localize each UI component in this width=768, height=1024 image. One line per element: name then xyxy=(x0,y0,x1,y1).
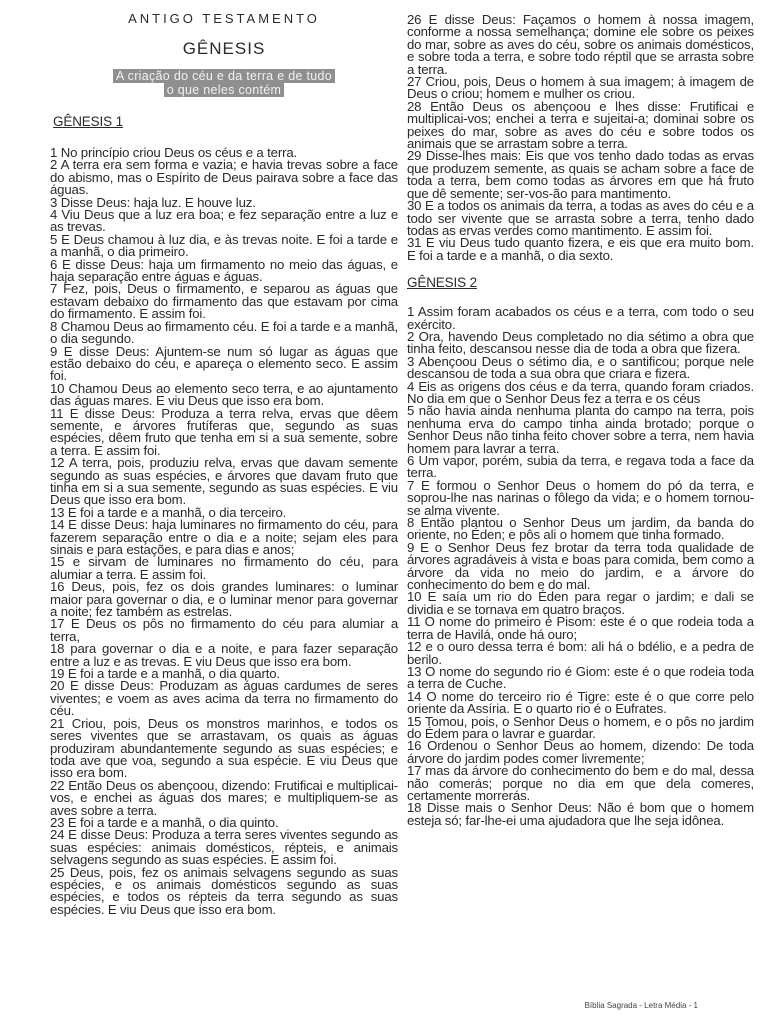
verse: 1 Assim foram acabados os céus e a terra, com todo o seu exército. xyxy=(407,304,754,332)
page-footer: Bíblia Sagrada - Letra Média - 1 xyxy=(584,1001,698,1010)
verse: 31 E viu Deus tudo quanto fizera, e eis que era muito bom. E foi a tarde e a manhã, o dia sexto. xyxy=(407,235,754,263)
subtitle-line-1: A criação do céu e da terra e de tudo xyxy=(113,69,335,83)
verse: 1 No princípio criou Deus os céus e a terra. xyxy=(50,145,298,160)
verse: 25 Deus, pois, fez os animais selvagens segundo as suas espécies, e os animais domésticos segundo as suas espécies, e todos os répteis da terra segundo as suas espécies. E viu Deus que isso era bom. xyxy=(50,864,398,917)
subtitle-line-2: o que neles contém xyxy=(164,83,285,97)
verse: 11 O nome do primeiro é Pisom: este é o que rodeia toda a terra de Havilá, onde há ouro; xyxy=(407,614,754,642)
verse: 16 Deus, pois, fez os dois grandes luminares: o luminar maior para governar o dia, e o luminar menor para governar a noite; fez também as estrelas. xyxy=(50,579,398,620)
verse: 27 Criou, pois, Deus o homem à sua imagem; à imagem de Deus o criou; homem e mulher os criou. xyxy=(407,74,754,102)
chapter-2-verses xyxy=(407,306,754,827)
verse: 26 E disse Deus: Façamos o homem à nossa imagem, conforme a nossa semelhança; domine ele sobre os peixes do mar, sobre as aves do céu, sobre os animais domésticos, e sobre toda a terra, e sobre todo réptil que se arrasta sobre a terra. xyxy=(407,12,754,77)
document-header xyxy=(50,12,398,97)
verse: 17 mas da árvore do conhecimento do bem e do mal, dessa não comerás; porque no dia em que dela comeres, certamente morrerás. xyxy=(407,763,754,803)
verse: 7 Fez, pois, Deus o firmamento, e separou as águas que estavam debaixo do firmamento das que estavam por cima do firmamento. E assim foi. xyxy=(50,281,398,322)
book-title: GÊNESIS xyxy=(182,39,266,58)
verse: 4 Viu Deus que a luz era boa; e fez separação entre a luz e as trevas. xyxy=(50,207,398,235)
verse: 8 Chamou Deus ao firmamento céu. E foi a tarde e a manhã, o dia segundo. xyxy=(50,318,398,347)
verse: 12 A terra, pois, produziu relva, ervas que davam semente segundo as suas espécies, e árvores que davam fruto que tinha em si a sua semente, segundo as suas espécies. E viu Deus que isso era bom. xyxy=(50,455,398,508)
verse: 2 A terra era sem forma e vazia; e havia trevas sobre a face do abismo, mas o Espírito de Deus pairava sobre a face das águas. xyxy=(50,157,398,198)
verse: 7 E formou o Senhor Deus o homem do pó da terra, e soprou-lhe nas narinas o fôlego da vida; e o homem tornou-se alma vivente. xyxy=(407,477,754,518)
verse: 6 E disse Deus: haja um firmamento no meio das águas, e haja separação entre águas e águas. xyxy=(50,256,398,285)
verse: 15 e sirvam de luminares no firmamento do céu, para alumiar a terra. E assim foi. xyxy=(50,554,398,582)
verse: 10 E saía um rio do Éden para regar o jardim; e dali se dividia e se tornava em quatro braços. xyxy=(407,589,754,617)
verse: 8 Então plantou o Senhor Deus um jardim, da banda do oriente, no Éden; e pôs ali o homem que tinha formado. xyxy=(407,515,754,543)
verse: 22 Então Deus os abençoou, dizendo: Frutificai e multiplicai-vos, e enchei as águas dos mares; e multipliquem-se as aves sobre a terra. xyxy=(50,777,398,818)
verse: 13 O nome do segundo rio é Giom: este é o que rodeia toda a terra de Cuche. xyxy=(407,663,754,692)
verse: 11 E disse Deus: Produza a terra relva, ervas que dêem semente, e árvores frutíferas que, segundo as suas espécies, dêem fruto que tenha em si a sua semente, sobre a terra. E assim foi. xyxy=(50,405,398,458)
verse: 30 E a todos os animais da terra, a todas as aves do céu e a todo ser vivente que se arrasta sobre a terra, tenho dado todas as ervas verdes como mantimento. E assim foi. xyxy=(407,198,754,238)
verse: 19 E foi a tarde e a manhã, o dia quarto. xyxy=(50,666,280,682)
verse: 13 E foi a tarde e a manhã, o dia terceiro. xyxy=(50,504,287,520)
verse: 3 Abençoou Deus o sétimo dia, e o santificou; porque nele descansou de toda a sua obra que criara e fizera. xyxy=(407,353,754,382)
chapter-heading-1: GÊNESIS 1 xyxy=(53,114,123,129)
verse: 2 Ora, havendo Deus completado no dia sétimo a obra que tinha feito, descansou nesse dia de toda a obra que fizera. xyxy=(407,328,754,357)
verse: 24 E disse Deus: Produza a terra seres viventes segundo as suas espécies: animais domésticos, répteis, e animais selvagens segundo as suas espécies. E assim foi. xyxy=(50,827,398,868)
chapter-1-verses-continued xyxy=(407,14,754,262)
verse: 14 E disse Deus: haja luminares no firmamento do céu, para fazerem separação entre o dia e a noite; sejam eles para sinais e para estações, e para dias e anos; xyxy=(50,517,398,557)
book-subtitle xyxy=(50,69,398,97)
verse: 17 E Deus os pôs no firmamento do céu para alumiar a terra, xyxy=(50,616,398,644)
verse: 23 E foi a tarde e a manhã, o dia quinto. xyxy=(50,814,279,830)
verse: 9 E o Senhor Deus fez brotar da terra toda qualidade de árvores agradáveis à vista e boas para comida, bem como a árvore da vida no meio do jardim, e a árvore do conhecimento do bem e do mal. xyxy=(407,539,754,593)
verse: 4 Eis as origens dos céus e da terra, quando foram criados. No dia em que o Senhor Deus fez a terra e os céus xyxy=(407,378,754,406)
verse: 5 não havia ainda nenhuma planta do campo na terra, pois nenhuma erva do campo tinha ainda brotado; porque o Senhor Deus não tinha feito chover sobre a terra, nem havia homem para lavrar a terra. xyxy=(407,403,754,456)
verse: 18 para governar o dia e a noite, e para fazer separação entre a luz e as trevas. E viu Deus que isso era bom. xyxy=(50,641,398,669)
verse: 9 E disse Deus: Ajuntem-se num só lugar as águas que estão debaixo do céu, e apareça o elemento seco. E assim foi. xyxy=(50,343,398,384)
verse: 12 e o ouro dessa terra é bom: ali há o bdélio, e a pedra de berilo. xyxy=(407,639,754,667)
verse: 10 Chamou Deus ao elemento seco terra, e ao ajuntamento das águas mares. E viu Deus que isso era bom. xyxy=(50,380,398,409)
verse: 28 Então Deus os abençoou e lhes disse: Frutificai e multiplicai-vos; enchei a terra e sujeitai-a; dominai sobre os peixes do mar, sobre as aves do céu e sobre todos os animais que se arrastam sobre a terra. xyxy=(407,98,754,152)
chapter-1-verses xyxy=(50,147,398,916)
verse: 18 Disse mais o Senhor Deus: Não é bom que o homem esteja só; far-lhe-ei uma ajudadora que lhe seja idônea. xyxy=(407,800,754,828)
verse: 21 Criou, pois, Deus os monstros marinhos, e todos os seres viventes que se arrastavam, os quais as águas produziram abundantemente segundo as suas espécies; e toda ave que voa, segundo a sua espécie. E viu Deus que isso era bom. xyxy=(50,715,398,781)
verse: 20 E disse Deus: Produzam as águas cardumes de seres viventes; e voem as aves acima da terra no firmamento do céu. xyxy=(50,678,398,719)
verse: 15 Tomou, pois, o Senhor Deus o homem, e o pôs no jardim do Édem para o lavrar e guardar. xyxy=(407,713,754,741)
verse: 29 Disse-lhes mais: Eis que vos tenho dado todas as ervas que produzem semente, as quais se acham sobre a face de toda a terra, bem como todas as árvores em que há fruto que dê semente; ser-vos-ão para mantimento. xyxy=(407,148,754,201)
verse: 3 Disse Deus: haja luz. E houve luz. xyxy=(50,194,256,210)
verse: 16 Ordenou o Senhor Deus ao homem, dizendo: De toda árvore do jardim podes comer livremente; xyxy=(407,738,754,766)
left-column xyxy=(50,12,398,916)
testament-heading: ANTIGO TESTAMENTO xyxy=(128,11,320,26)
chapter-heading-2: GÊNESIS 2 xyxy=(407,275,477,291)
verse: 6 Um vapor, porém, subia da terra, e regava toda a face da terra. xyxy=(407,453,754,481)
verse: 14 O nome do terceiro rio é Tigre: este é o que corre pelo oriente da Assíria. E o quarto rio é o Eufrates. xyxy=(407,688,754,717)
verse: 5 E Deus chamou à luz dia, e às trevas noite. E foi a tarde e a manhã, o dia primeiro. xyxy=(50,231,398,260)
right-column xyxy=(407,14,754,827)
